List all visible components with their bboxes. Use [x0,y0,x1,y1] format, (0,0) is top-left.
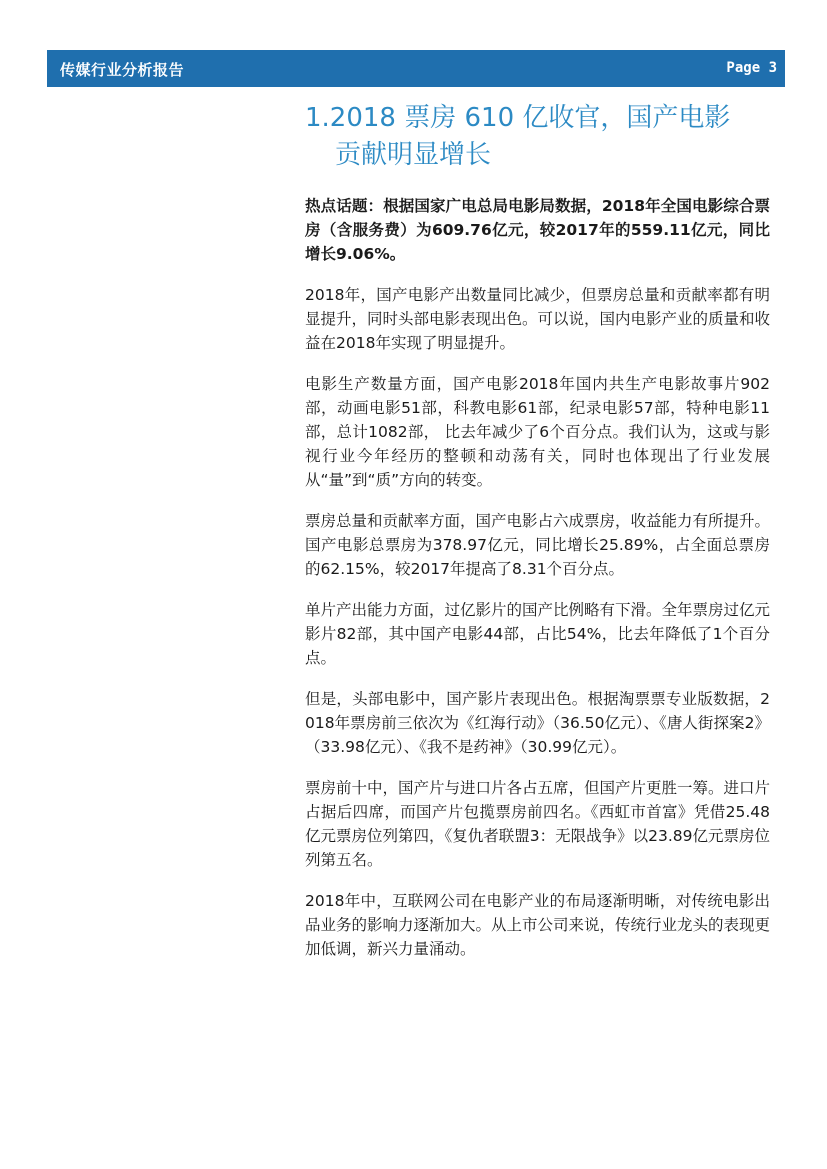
body-paragraph: 2018年，国产电影产出数量同比减少，但票房总量和贡献率都有明显提升，同时头部电影表现出色。可以说，国内电影产业的质量和收益在2018年实现了明显提升。 [305,286,771,352]
article-body [305,194,770,978]
body-paragraph: 电影生产数量方面，国产电影2018年国内共生产电影故事片902部，动画电影51部，科教电影61部，纪录电影57部，特种电影11部，总计1082部， 比去年减少了6个百分点。我们认为，这或与影视行业今年经历的整顿和动荡有关，同时也体现出了行业发展从“量”到“质”方向的转变。 [305,375,770,489]
section-title-line-1: 1.2018 票房 610 亿收官，国产电影 [305,103,731,133]
hot-topic-paragraph: 热点话题：根据国家广电总局电影局数据，2018年全国电影综合票房（含服务费）为609.76亿元，较2017年的559.11亿元，同比增长9.06%。 [305,197,770,263]
page-number: Page 3 [726,60,777,76]
body-paragraph: 2018年中，互联网公司在电影产业的布局逐渐明晰，对传统电影出品业务的影响力逐渐加大。从上市公司来说，传统行业龙头的表现更加低调，新兴力量涌动。 [305,892,771,958]
section-title [305,100,775,174]
body-paragraph: 票房总量和贡献率方面，国产电影占六成票房，收益能力有所提升。国产电影总票房为378.97亿元，同比增长25.89%，占全面总票房的62.15%，较2017年提高了8.31个百分点。 [305,512,771,578]
body-paragraph: 单片产出能力方面，过亿影片的国产比例略有下滑。全年票房过亿元影片82部，其中国产电影44部，占比54%，比去年降低了1个百分点。 [305,601,771,667]
section-title-line-2: 贡献明显增长 [335,140,492,170]
body-paragraph: 但是，头部电影中，国产影片表现出色。根据淘票票专业版数据，2018年票房前三依次为《红海行动》（36.50亿元）、《唐人街探案2》（33.98亿元）、《我不是药神》（30.99亿元）。 [305,690,770,756]
report-title: 传媒行业分析报告 [60,61,185,79]
body-paragraph: 票房前十中，国产片与进口片各占五席，但国产片更胜一筹。进口片占据后四席，而国产片包揽票房前四名。《西虹市首富》凭借25.48亿元票房位列第四，《复仇者联盟3：无限战争》以23.89亿元票房位列第五名。 [305,779,771,869]
report-header-bar [47,50,785,87]
